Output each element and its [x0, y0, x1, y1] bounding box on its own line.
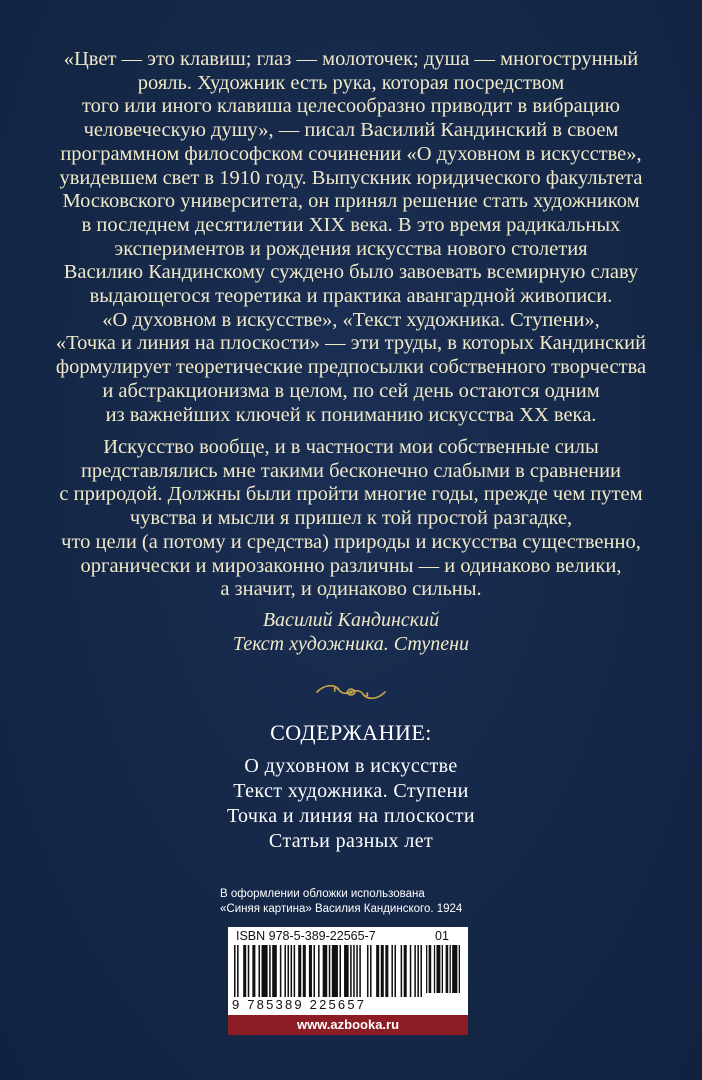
- intro-line: рояль. Художник есть рука, которая посредством: [137, 71, 565, 94]
- quote-attribution: [0, 608, 702, 656]
- intro-line: того или иного клавиша целесообразно приводит в вибрацию: [81, 95, 620, 118]
- intro-line: выдающегося теоретика и практика авангардной живописи.: [89, 285, 613, 308]
- barcode-block: [228, 927, 468, 1015]
- credit-line: «Синяя картина» Василия Кандинского. 1924: [220, 903, 463, 915]
- intro-line: и абстракционизма в целом, по сей день остаются одним: [102, 379, 600, 402]
- intro-line: «О духовном в искусстве», «Текст художника. Ступени»,: [102, 308, 600, 331]
- intro-line: программном философском сочинении «О духовном в искусстве»,: [60, 142, 642, 165]
- issue-number: 01: [435, 929, 449, 943]
- intro-line: человеческую душу», — писал Василий Кандинский в своем: [83, 119, 619, 142]
- intro-line: «Цвет — это клавиш; глаз — молоточек; душа — многострунный: [63, 48, 639, 70]
- intro-line: «Точка и линия на плоскости» — эти труды, в которых Кандинский: [55, 332, 647, 355]
- publisher-website[interactable]: www.azbooka.ru: [228, 1015, 468, 1035]
- quote-line: с природой. Должны были пройти многие годы, прежде чем путем: [59, 483, 643, 506]
- cover-art-credit: [220, 887, 510, 917]
- contents-item: Статьи разных лет: [268, 830, 434, 852]
- barcode-bars-icon: [234, 945, 422, 997]
- barcode-digits: 9 785389 225657: [232, 997, 367, 1012]
- quote-line: а значит, и одинаково сильны.: [220, 578, 482, 601]
- contents-item: О духовном в искусстве: [244, 755, 458, 777]
- isbn-label: ISBN 978-5-389-22565-7: [236, 929, 376, 943]
- attribution-author: Василий Кандинский: [262, 609, 440, 631]
- quote-line: Искусство вообще, и в частности мои собственные силы: [103, 436, 599, 458]
- attribution-source: Текст художника. Ступени: [232, 633, 470, 655]
- ornament-divider-icon: [311, 680, 391, 704]
- contents-item: Точка и линия на плоскости: [226, 805, 476, 827]
- intro-line: увидевшем свет в 1910 году. Выпускник юридического факультета: [59, 166, 643, 189]
- intro-line: в последнем десятилетии XIX века. В это время радикальных: [81, 213, 621, 236]
- intro-line: Московского университета, он принял решение стать художником: [62, 190, 640, 213]
- quote-line: органически и мирозаконно различны — и одинаково велики,: [80, 554, 622, 577]
- barcode-addon-icon: [426, 945, 460, 993]
- contents-list: [0, 754, 702, 854]
- intro-line: экспериментов и рождения искусства нового столетия: [114, 237, 588, 260]
- quote-line: что цели (а потому и средства) природы и искусства существенно,: [61, 530, 641, 553]
- quote-line: чувства и мысли я пришел к той простой разгадке,: [129, 507, 573, 530]
- intro-line: Василию Кандинскому суждено было завоевать всемирную славу: [63, 261, 639, 284]
- intro-line: из важнейших ключей к пониманию искусства XX века.: [105, 403, 597, 426]
- contents-title: СОДЕРЖАНИЕ:: [270, 720, 432, 745]
- contents-item: Текст художника. Ступени: [233, 780, 469, 802]
- quote-line: представлялись мне такими бесконечно слабыми в сравнении: [80, 459, 622, 482]
- quote-paragraph: [30, 436, 672, 602]
- credit-line: В оформлении обложки использована: [220, 888, 425, 900]
- intro-line: формулирует теоретические предпосылки собственного творчества: [55, 356, 647, 379]
- intro-paragraph: [30, 48, 672, 427]
